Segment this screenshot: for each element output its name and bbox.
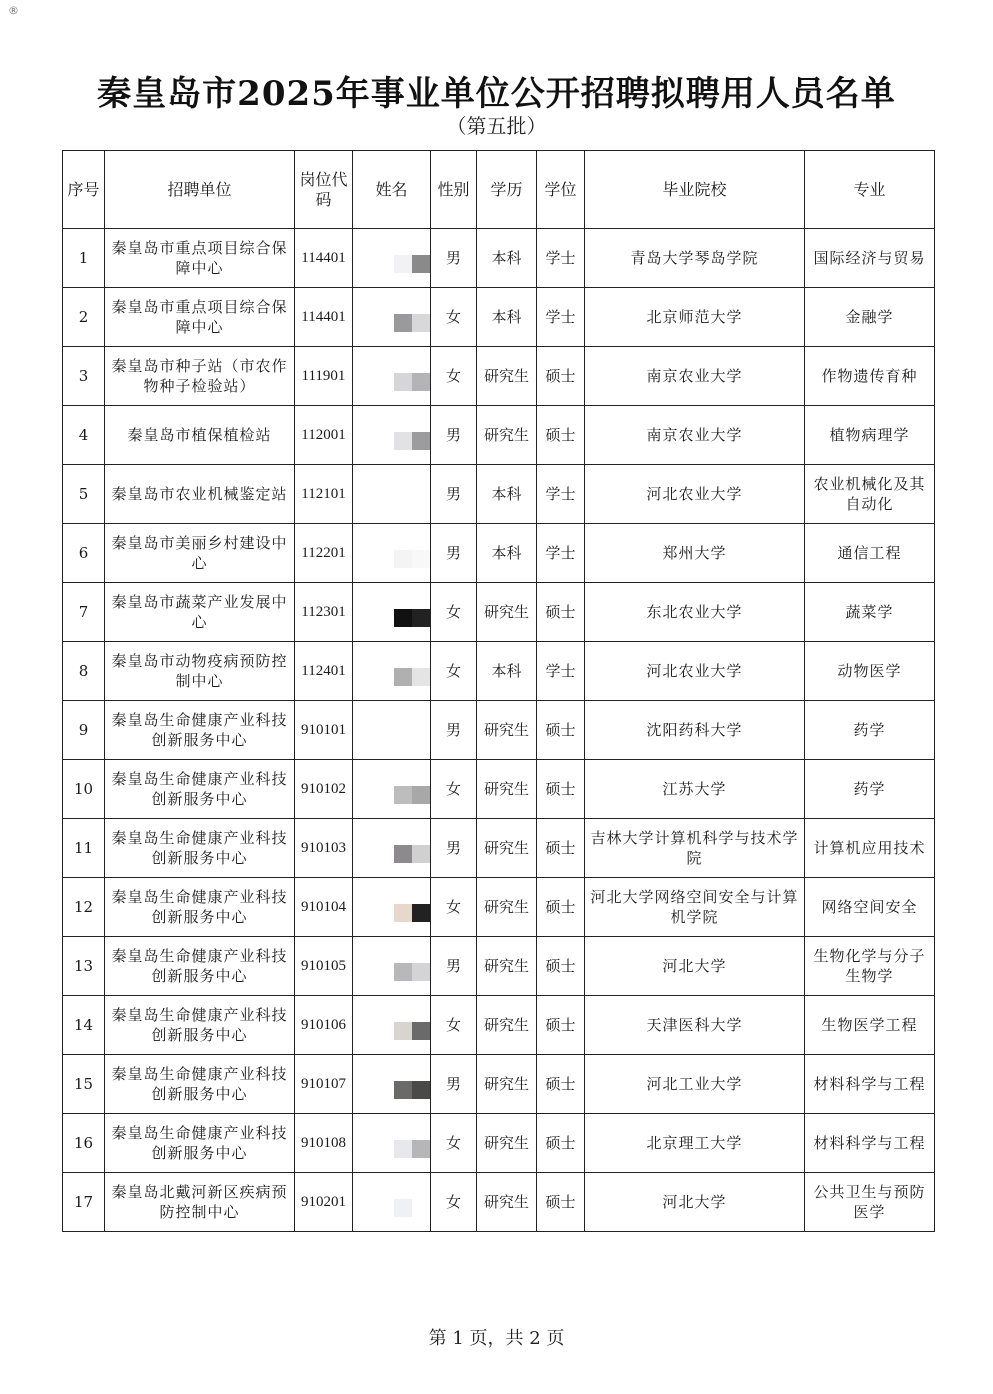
major-cell: 材料科学与工程 bbox=[805, 1114, 935, 1173]
table-row bbox=[63, 288, 935, 347]
seq-cell: 9 bbox=[63, 701, 105, 760]
degree-cell: 硕士 bbox=[537, 760, 585, 819]
gender-cell: 女 bbox=[431, 996, 477, 1055]
major-cell: 农业机械化及其自动化 bbox=[805, 465, 935, 524]
seq-cell: 2 bbox=[63, 288, 105, 347]
unit-cell: 秦皇岛生命健康产业科技创新服务中心 bbox=[105, 996, 295, 1055]
redacted-name bbox=[394, 609, 430, 627]
redacted-name bbox=[394, 255, 430, 273]
unit-cell: 秦皇岛市种子站（市农作物种子检验站） bbox=[105, 347, 295, 406]
seq-cell: 14 bbox=[63, 996, 105, 1055]
seq-cell: 16 bbox=[63, 1114, 105, 1173]
unit-cell: 秦皇岛生命健康产业科技创新服务中心 bbox=[105, 937, 295, 996]
degree-cell: 硕士 bbox=[537, 937, 585, 996]
degree-cell: 硕士 bbox=[537, 819, 585, 878]
table-row bbox=[63, 347, 935, 406]
gender-cell: 女 bbox=[431, 878, 477, 937]
table-row bbox=[63, 701, 935, 760]
header-name: 姓名 bbox=[353, 151, 431, 229]
major-cell: 材料科学与工程 bbox=[805, 1055, 935, 1114]
seq-cell: 13 bbox=[63, 937, 105, 996]
code-cell: 112301 bbox=[295, 583, 353, 642]
school-cell: 北京师范大学 bbox=[585, 288, 805, 347]
header-gender: 性别 bbox=[431, 151, 477, 229]
degree-cell: 硕士 bbox=[537, 1114, 585, 1173]
unit-cell: 秦皇岛市蔬菜产业发展中心 bbox=[105, 583, 295, 642]
unit-cell: 秦皇岛市动物疫病预防控制中心 bbox=[105, 642, 295, 701]
table-row bbox=[63, 1173, 935, 1232]
code-cell: 114401 bbox=[295, 288, 353, 347]
name-cell bbox=[353, 1114, 431, 1173]
unit-cell: 秦皇岛生命健康产业科技创新服务中心 bbox=[105, 701, 295, 760]
seq-cell: 17 bbox=[63, 1173, 105, 1232]
gender-cell: 女 bbox=[431, 1114, 477, 1173]
header-unit: 招聘单位 bbox=[105, 151, 295, 229]
school-cell: 河北农业大学 bbox=[585, 642, 805, 701]
school-cell: 河北工业大学 bbox=[585, 1055, 805, 1114]
header-code: 岗位代码 bbox=[295, 151, 353, 229]
gender-cell: 男 bbox=[431, 1055, 477, 1114]
redacted-name bbox=[394, 1081, 430, 1099]
seq-cell: 6 bbox=[63, 524, 105, 583]
education-cell: 研究生 bbox=[477, 1055, 537, 1114]
gender-cell: 男 bbox=[431, 465, 477, 524]
school-cell: 北京理工大学 bbox=[585, 1114, 805, 1173]
major-cell: 金融学 bbox=[805, 288, 935, 347]
redacted-name bbox=[394, 432, 430, 450]
seq-cell: 8 bbox=[63, 642, 105, 701]
name-cell bbox=[353, 878, 431, 937]
unit-cell: 秦皇岛生命健康产业科技创新服务中心 bbox=[105, 878, 295, 937]
seq-cell: 1 bbox=[63, 229, 105, 288]
name-cell bbox=[353, 288, 431, 347]
major-cell: 作物遗传育种 bbox=[805, 347, 935, 406]
code-cell: 112401 bbox=[295, 642, 353, 701]
unit-cell: 秦皇岛北戴河新区疾病预防控制中心 bbox=[105, 1173, 295, 1232]
school-cell: 郑州大学 bbox=[585, 524, 805, 583]
major-cell: 药学 bbox=[805, 701, 935, 760]
name-cell bbox=[353, 996, 431, 1055]
name-cell bbox=[353, 760, 431, 819]
gender-cell: 男 bbox=[431, 937, 477, 996]
degree-cell: 学士 bbox=[537, 288, 585, 347]
hiring-roster-table bbox=[62, 150, 935, 1232]
table-row bbox=[63, 878, 935, 937]
degree-cell: 学士 bbox=[537, 642, 585, 701]
gender-cell: 男 bbox=[431, 701, 477, 760]
degree-cell: 学士 bbox=[537, 229, 585, 288]
redacted-name bbox=[394, 1022, 430, 1040]
major-cell: 通信工程 bbox=[805, 524, 935, 583]
unit-cell: 秦皇岛生命健康产业科技创新服务中心 bbox=[105, 819, 295, 878]
education-cell: 研究生 bbox=[477, 347, 537, 406]
redacted-name bbox=[394, 550, 430, 568]
redacted-name bbox=[394, 786, 430, 804]
school-cell: 江苏大学 bbox=[585, 760, 805, 819]
header-school: 毕业院校 bbox=[585, 151, 805, 229]
major-cell: 生物医学工程 bbox=[805, 996, 935, 1055]
gender-cell: 女 bbox=[431, 583, 477, 642]
table-row bbox=[63, 465, 935, 524]
school-cell: 沈阳药科大学 bbox=[585, 701, 805, 760]
education-cell: 本科 bbox=[477, 524, 537, 583]
name-cell bbox=[353, 701, 431, 760]
code-cell: 910101 bbox=[295, 701, 353, 760]
name-cell bbox=[353, 1173, 431, 1232]
table-row bbox=[63, 937, 935, 996]
code-cell: 910102 bbox=[295, 760, 353, 819]
redacted-name bbox=[394, 668, 430, 686]
degree-cell: 学士 bbox=[537, 465, 585, 524]
table-row bbox=[63, 1114, 935, 1173]
name-cell bbox=[353, 229, 431, 288]
education-cell: 研究生 bbox=[477, 701, 537, 760]
school-cell: 河北农业大学 bbox=[585, 465, 805, 524]
school-cell: 吉林大学计算机科学与技术学院 bbox=[585, 819, 805, 878]
header-major: 专业 bbox=[805, 151, 935, 229]
major-cell: 公共卫生与预防医学 bbox=[805, 1173, 935, 1232]
education-cell: 本科 bbox=[477, 465, 537, 524]
major-cell: 国际经济与贸易 bbox=[805, 229, 935, 288]
unit-cell: 秦皇岛生命健康产业科技创新服务中心 bbox=[105, 1114, 295, 1173]
code-cell: 910103 bbox=[295, 819, 353, 878]
gender-cell: 男 bbox=[431, 524, 477, 583]
seq-cell: 7 bbox=[63, 583, 105, 642]
seq-cell: 3 bbox=[63, 347, 105, 406]
code-cell: 910201 bbox=[295, 1173, 353, 1232]
redacted-name bbox=[394, 963, 430, 981]
education-cell: 研究生 bbox=[477, 583, 537, 642]
corner-mark: ® bbox=[8, 4, 19, 17]
code-cell: 112101 bbox=[295, 465, 353, 524]
major-cell: 计算机应用技术 bbox=[805, 819, 935, 878]
degree-cell: 硕士 bbox=[537, 1055, 585, 1114]
name-cell bbox=[353, 465, 431, 524]
name-cell bbox=[353, 583, 431, 642]
table-row bbox=[63, 760, 935, 819]
gender-cell: 男 bbox=[431, 819, 477, 878]
gender-cell: 女 bbox=[431, 288, 477, 347]
major-cell: 生物化学与分子生物学 bbox=[805, 937, 935, 996]
education-cell: 研究生 bbox=[477, 760, 537, 819]
degree-cell: 硕士 bbox=[537, 1173, 585, 1232]
major-cell: 蔬菜学 bbox=[805, 583, 935, 642]
code-cell: 910107 bbox=[295, 1055, 353, 1114]
school-cell: 南京农业大学 bbox=[585, 347, 805, 406]
name-cell bbox=[353, 524, 431, 583]
seq-cell: 11 bbox=[63, 819, 105, 878]
education-cell: 研究生 bbox=[477, 1114, 537, 1173]
code-cell: 910105 bbox=[295, 937, 353, 996]
education-cell: 研究生 bbox=[477, 937, 537, 996]
degree-cell: 硕士 bbox=[537, 583, 585, 642]
name-cell bbox=[353, 347, 431, 406]
education-cell: 研究生 bbox=[477, 878, 537, 937]
education-cell: 本科 bbox=[477, 288, 537, 347]
name-cell bbox=[353, 642, 431, 701]
table-row bbox=[63, 819, 935, 878]
redacted-name bbox=[394, 727, 430, 745]
name-cell bbox=[353, 819, 431, 878]
school-cell: 河北大学 bbox=[585, 1173, 805, 1232]
redacted-name bbox=[394, 845, 430, 863]
code-cell: 112201 bbox=[295, 524, 353, 583]
school-cell: 青岛大学琴岛学院 bbox=[585, 229, 805, 288]
unit-cell: 秦皇岛市重点项目综合保障中心 bbox=[105, 229, 295, 288]
header-education: 学历 bbox=[477, 151, 537, 229]
redacted-name bbox=[394, 373, 430, 391]
table-row bbox=[63, 642, 935, 701]
gender-cell: 女 bbox=[431, 642, 477, 701]
gender-cell: 女 bbox=[431, 1173, 477, 1232]
unit-cell: 秦皇岛生命健康产业科技创新服务中心 bbox=[105, 760, 295, 819]
gender-cell: 男 bbox=[431, 229, 477, 288]
unit-cell: 秦皇岛市植保植检站 bbox=[105, 406, 295, 465]
redacted-name bbox=[394, 1199, 430, 1217]
table-row bbox=[63, 996, 935, 1055]
school-cell: 天津医科大学 bbox=[585, 996, 805, 1055]
education-cell: 研究生 bbox=[477, 1173, 537, 1232]
education-cell: 本科 bbox=[477, 642, 537, 701]
unit-cell: 秦皇岛市美丽乡村建设中心 bbox=[105, 524, 295, 583]
gender-cell: 女 bbox=[431, 347, 477, 406]
education-cell: 本科 bbox=[477, 229, 537, 288]
school-cell: 南京农业大学 bbox=[585, 406, 805, 465]
redacted-name bbox=[394, 1140, 430, 1158]
major-cell: 药学 bbox=[805, 760, 935, 819]
degree-cell: 硕士 bbox=[537, 996, 585, 1055]
redacted-name bbox=[394, 314, 430, 332]
school-cell: 河北大学网络空间安全与计算机学院 bbox=[585, 878, 805, 937]
code-cell: 114401 bbox=[295, 229, 353, 288]
document-subtitle: （第五批） bbox=[446, 114, 547, 138]
gender-cell: 男 bbox=[431, 406, 477, 465]
seq-cell: 12 bbox=[63, 878, 105, 937]
degree-cell: 硕士 bbox=[537, 406, 585, 465]
seq-cell: 10 bbox=[63, 760, 105, 819]
code-cell: 112001 bbox=[295, 406, 353, 465]
table-row bbox=[63, 1055, 935, 1114]
major-cell: 网络空间安全 bbox=[805, 878, 935, 937]
code-cell: 910104 bbox=[295, 878, 353, 937]
unit-cell: 秦皇岛生命健康产业科技创新服务中心 bbox=[105, 1055, 295, 1114]
name-cell bbox=[353, 1055, 431, 1114]
education-cell: 研究生 bbox=[477, 996, 537, 1055]
unit-cell: 秦皇岛市农业机械鉴定站 bbox=[105, 465, 295, 524]
table-row bbox=[63, 229, 935, 288]
redacted-name bbox=[394, 491, 430, 509]
table-header-row bbox=[63, 151, 935, 229]
seq-cell: 15 bbox=[63, 1055, 105, 1114]
table-body bbox=[63, 229, 935, 1232]
redacted-name bbox=[394, 904, 430, 922]
school-cell: 东北农业大学 bbox=[585, 583, 805, 642]
major-cell: 动物医学 bbox=[805, 642, 935, 701]
seq-cell: 5 bbox=[63, 465, 105, 524]
code-cell: 910106 bbox=[295, 996, 353, 1055]
code-cell: 910108 bbox=[295, 1114, 353, 1173]
table-row bbox=[63, 406, 935, 465]
name-cell bbox=[353, 406, 431, 465]
name-cell bbox=[353, 937, 431, 996]
page-footer: 第 1 页，共 2 页 bbox=[428, 1328, 565, 1349]
unit-cell: 秦皇岛市重点项目综合保障中心 bbox=[105, 288, 295, 347]
gender-cell: 女 bbox=[431, 760, 477, 819]
degree-cell: 学士 bbox=[537, 524, 585, 583]
table-row bbox=[63, 583, 935, 642]
header-degree: 学位 bbox=[537, 151, 585, 229]
code-cell: 111901 bbox=[295, 347, 353, 406]
degree-cell: 硕士 bbox=[537, 347, 585, 406]
document-title: 秦皇岛市2025年事业单位公开招聘拟聘用人员名单 bbox=[97, 74, 896, 114]
seq-cell: 4 bbox=[63, 406, 105, 465]
education-cell: 研究生 bbox=[477, 406, 537, 465]
school-cell: 河北大学 bbox=[585, 937, 805, 996]
degree-cell: 硕士 bbox=[537, 701, 585, 760]
degree-cell: 硕士 bbox=[537, 878, 585, 937]
education-cell: 研究生 bbox=[477, 819, 537, 878]
header-seq: 序号 bbox=[63, 151, 105, 229]
major-cell: 植物病理学 bbox=[805, 406, 935, 465]
table-row bbox=[63, 524, 935, 583]
